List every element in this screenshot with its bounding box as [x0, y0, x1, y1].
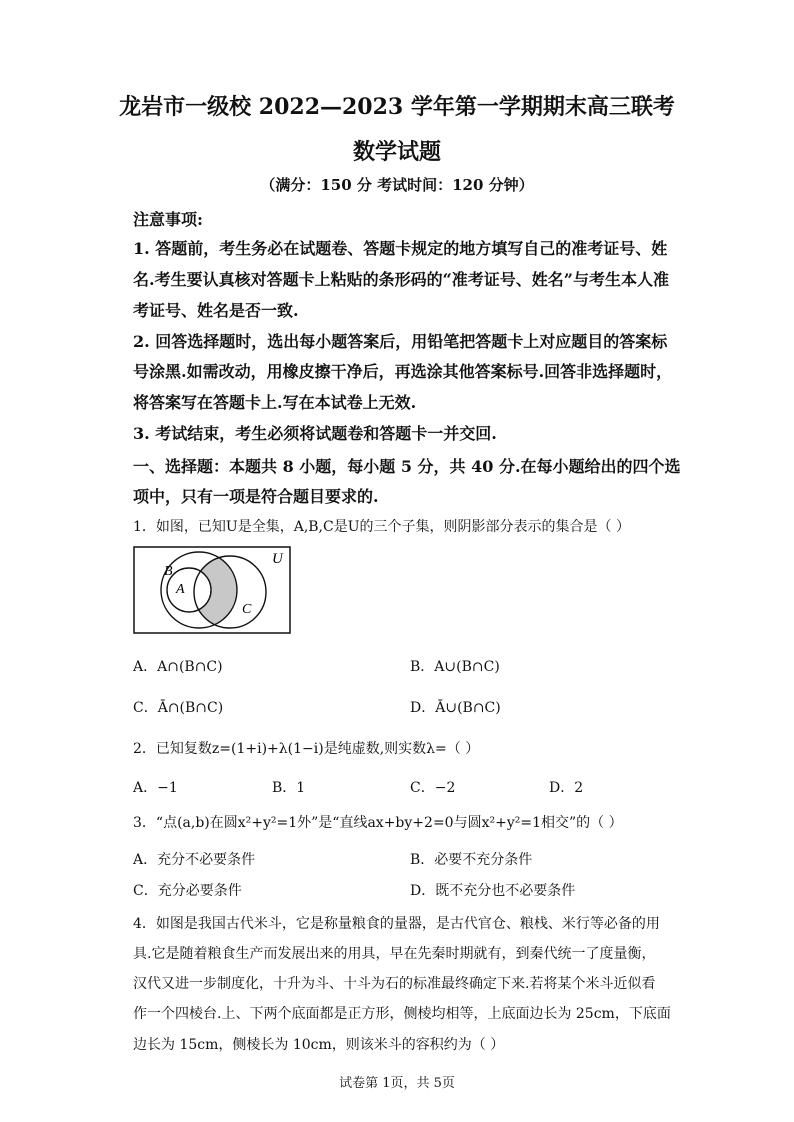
q3-stem: 3．“点(a,b)在圆x²+y²=1外”是“直线ax+by+2=0与圆x²+y²=1相交”的（ ） [133, 815, 623, 831]
q2-option-c: C．−2 [410, 780, 456, 796]
q3-option-c: C．充分必要条件 [133, 883, 242, 899]
q2-stem: 2．已知复数z=(1+i)+λ(1−i)是纯虚数,则实数λ=（ ） [133, 741, 480, 757]
q4-line: 具.它是随着粮食生产而发展出来的用具，早在先秦时期就有，到秦代统一了度量衡， [133, 946, 656, 962]
note-line: 1. 答题前，考生务必在试题卷、答题卡规定的地方填写自己的准考证号、姓 [133, 239, 668, 258]
section-heading: 项中，只有一项是符合题目要求的. [133, 487, 379, 506]
note-line: 将答案写在答题卡上.写在本试卷上无效. [133, 393, 417, 412]
note-line: 名.考生要认真核对答题卡上粘贴的条形码的“准考证号、姓名”与考生本人准 [133, 270, 669, 289]
section-heading: 一、选择题：本题共 8 小题，每小题 5 分，共 40 分.在每小题给出的四个选 [133, 457, 681, 476]
q2-option-a: A．−1 [133, 780, 178, 796]
q4-line: 边长为 15cm，侧棱长为 10cm，则该米斗的容积约为（ ） [133, 1037, 505, 1053]
exam-title: 龙岩市一级校 2022—2023 学年第一学期期末高三联考 [119, 94, 675, 120]
q4-line: 汉代又进一步制度化，十升为斗、十斗为石的标准最终确定下来.若将某个米斗近似看 [133, 976, 656, 992]
venn-label-b: B [164, 564, 173, 579]
q4-line: 作一个四棱台.上、下两个底面都是正方形，侧棱均相等，上底面边长为 25cm，下底面 [133, 1006, 671, 1022]
note-line: 2. 回答选择题时，选出每小题答案后，用铅笔把答题卡上对应题目的答案标 [133, 332, 668, 351]
exam-subtitle: 数学试题 [352, 139, 441, 165]
page-footer: 试卷第 1页，共 5页 [339, 1076, 455, 1091]
exam-meta: （满分：150 分 考试时间：120 分钟） [260, 176, 534, 194]
q4-line: 4．如图是我国古代米斗，它是称量粮食的量器，是古代官仓、粮栈、米行等必备的用 [133, 916, 660, 932]
q1-option-b: B．A∪(B∩C) [410, 659, 500, 675]
notes-heading: 注意事项: [133, 210, 203, 229]
note-line: 号涂黑.如需改动，用橡皮擦干净后，再选涂其他答案标号.回答非选择题时， [133, 362, 673, 381]
q3-option-d: D．既不充分也不必要条件 [410, 883, 576, 899]
venn-label-u: U [272, 551, 283, 567]
venn-label-a: A [176, 582, 185, 597]
venn-diagram [133, 545, 293, 637]
q3-option-a: A．充分不必要条件 [133, 852, 256, 868]
note-line: 考证号、姓名是否一致. [133, 301, 299, 320]
note-line: 3. 考试结束，考生必须将试题卷和答题卡一并交回. [133, 424, 497, 443]
q1-option-a: A．A∩(B∩C) [133, 659, 223, 675]
venn-label-c: C [242, 602, 252, 617]
q1-option-c: C．Ā∩(B∩C) [133, 700, 224, 716]
q3-option-b: B．必要不充分条件 [410, 852, 533, 868]
q2-option-d: D．2 [549, 780, 584, 796]
q1-option-d: D．Ā∪(B∩C) [410, 700, 501, 716]
set-a-circle [167, 568, 211, 612]
q1-stem: 1．如图，已知U是全集，A,B,C是U的三个子集，则阴影部分表示的集合是（ ） [133, 519, 630, 535]
q2-option-b: B．1 [272, 780, 306, 796]
